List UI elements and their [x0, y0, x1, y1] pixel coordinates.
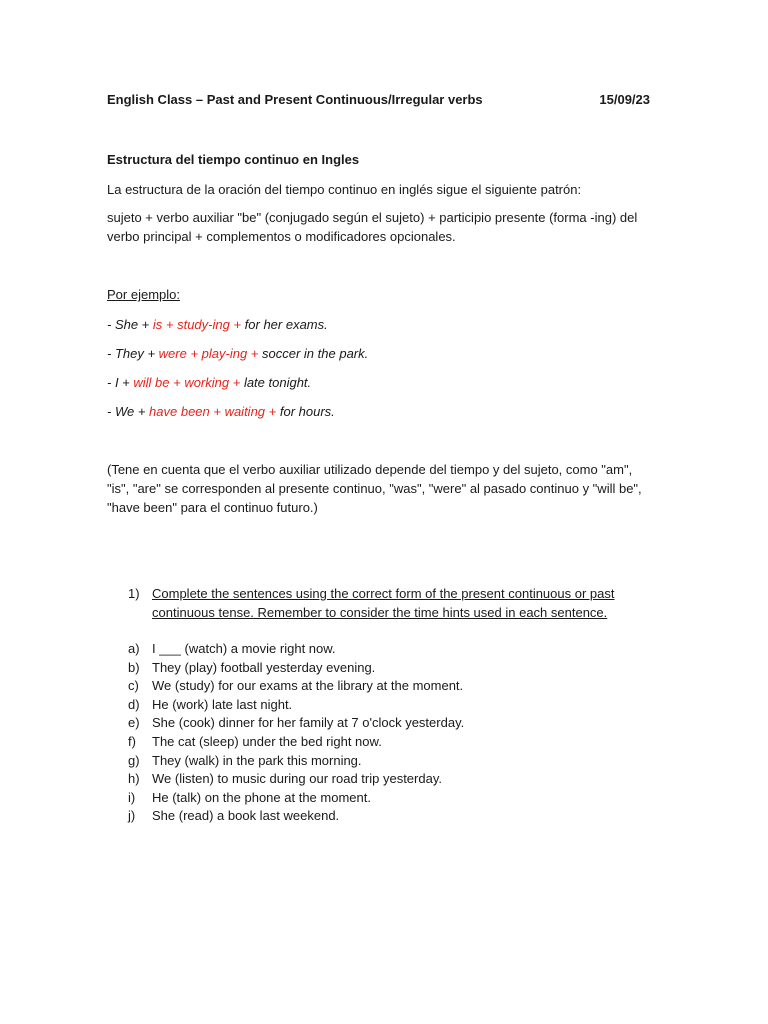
example-line	[107, 315, 652, 334]
list-item	[128, 770, 464, 789]
list-item	[128, 807, 464, 826]
example-highlight: were + play-ing +	[158, 346, 259, 361]
list-item	[128, 789, 464, 808]
item-text: They (play) football yesterday evening.	[152, 659, 376, 675]
item-text: She (cook) dinner for her family at 7 o'clock yesterday.	[152, 715, 465, 731]
example-prefix: - She +	[107, 317, 153, 332]
pattern-paragraph: sujeto + verbo auxiliar "be" (conjugado según el sujeto) + participio presente (forma -ing) del verbo principal + complementos o modificadores opcionales.	[107, 210, 638, 244]
item-letter: d)	[128, 696, 140, 712]
list-item	[128, 714, 464, 733]
example-line	[107, 373, 652, 392]
item-text: He (talk) on the phone at the moment.	[152, 789, 371, 805]
item-letter: i)	[128, 789, 136, 805]
item-letter: b)	[128, 659, 140, 675]
item-text: He (work) late last night.	[152, 696, 293, 712]
list-item	[128, 640, 464, 659]
list-item	[128, 733, 464, 752]
note-paragraph: (Tene en cuenta que el verbo auxiliar utilizado depende del tiempo y del sujeto, como "am", "is", "are" se corresponden al presente continuo, "was", "were" al pasado continuo y "will be", "have been" para el continuo futuro.)	[107, 462, 642, 515]
item-letter: j)	[128, 808, 136, 824]
example-suffix: for hours.	[276, 404, 335, 419]
example-suffix: for her exams.	[241, 317, 328, 332]
item-text: She (read) a book last weekend.	[152, 808, 340, 824]
example-suffix: late tonight.	[240, 375, 312, 390]
section-heading: Estructura del tiempo continuo en Ingles	[107, 152, 360, 167]
item-text: We (study) for our exams at the library at the moment.	[152, 678, 464, 694]
list-item	[128, 659, 464, 678]
item-text: We (listen) to music during our road trip yesterday.	[152, 771, 442, 787]
item-letter: h)	[128, 771, 140, 787]
list-item	[128, 696, 464, 715]
item-letter: c)	[128, 678, 139, 694]
example-highlight: is + study-ing +	[152, 317, 242, 332]
example-highlight: have been + waiting +	[149, 404, 277, 419]
item-text: They (walk) in the park this morning.	[152, 752, 362, 768]
intro-paragraph: La estructura de la oración del tiempo continuo en inglés sigue el siguiente patrón:	[107, 182, 582, 197]
list-item	[128, 752, 464, 771]
item-text: The cat (sleep) under the bed right now.	[152, 733, 382, 749]
example-highlight: will be + working +	[133, 375, 241, 390]
document-title: English Class – Past and Present Continuous/Irregular verbs	[107, 92, 483, 107]
example-line	[107, 344, 652, 363]
exercise-items-list	[128, 640, 464, 826]
item-letter: f)	[128, 733, 136, 749]
example-prefix: - We +	[107, 404, 150, 419]
examples-heading: Por ejemplo:	[107, 287, 180, 302]
item-letter: e)	[128, 715, 140, 731]
example-prefix: - I +	[107, 375, 134, 390]
item-text: I ___ (watch) a movie right now.	[152, 641, 336, 656]
document-date: 15/09/23	[599, 92, 650, 107]
item-letter: a)	[128, 641, 140, 656]
exercise-number: 1)	[128, 586, 140, 601]
item-letter: g)	[128, 752, 140, 768]
example-line	[107, 402, 652, 421]
list-item	[128, 677, 464, 696]
example-suffix: soccer in the park.	[258, 346, 369, 361]
example-prefix: - They +	[107, 346, 159, 361]
exercise-instruction-text: Complete the sentences using the correct form of the present continuous or past continuous tense. Remember to consider the time hints used in each sentence.	[152, 586, 615, 620]
